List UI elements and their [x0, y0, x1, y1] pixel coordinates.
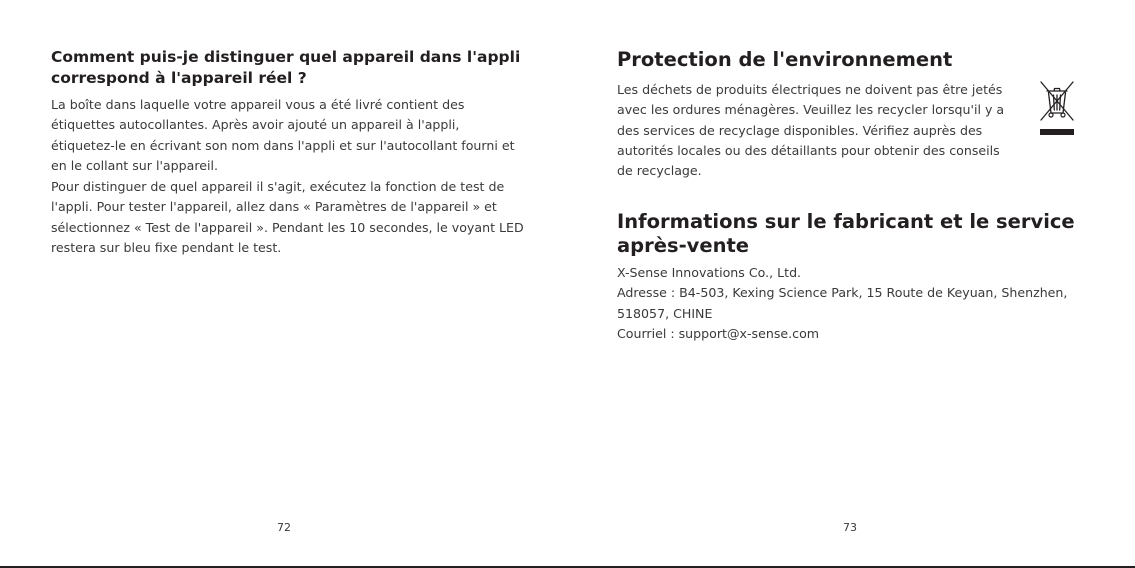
- paragraph-line: Pour distinguer de quel appareil il s'agit, exécutez la fonction de test de: [51, 179, 505, 194]
- company-name: X-Sense Innovations Co., Ltd.: [617, 265, 802, 280]
- manufacturer-heading-line: Informations sur le fabricant et le service: [617, 210, 1075, 233]
- faq-heading-line: correspond à l'appareil réel ?: [51, 69, 307, 87]
- paragraph-line: des services de recyclage disponibles. Vérifiez auprès des: [617, 122, 983, 138]
- paragraph-line: en le collant sur l'appareil.: [51, 157, 219, 173]
- environment-heading: Protection de l'environnement: [617, 48, 953, 71]
- email-line: Courriel : support@x-sense.com: [617, 325, 820, 341]
- paragraph-line: avec les ordures ménagères. Veuillez les recycler lorsqu'il y a: [617, 102, 1005, 118]
- faq-heading-line: Comment puis-je distinguer quel appareil dans l'appli: [51, 48, 521, 66]
- address-line: Adresse : B4-503, Kexing Science Park, 15 Route de Keyuan, Shenzhen,: [617, 285, 1068, 301]
- sticker-paragraph: [51, 95, 515, 176]
- page-number-right: 73: [843, 521, 857, 534]
- paragraph-line: de recyclage.: [617, 163, 702, 179]
- right-page: [567, 0, 1135, 566]
- paragraph-line: restera sur bleu fixe pendant le test.: [51, 239, 282, 255]
- paragraph-line: l'appli. Pour tester l'appareil, allez dans « Paramètres de l'appareil » et: [51, 199, 497, 215]
- paragraph-line: sélectionnez « Test de l'appareil ». Pendant les 10 secondes, le voyant LED: [51, 219, 524, 235]
- environment-paragraph: [617, 80, 1004, 181]
- manufacturer-heading-line: après-vente: [617, 234, 750, 257]
- paragraph-line: étiquetez-le en écrivant son nom dans l'appli et sur l'autocollant fourni et: [51, 137, 515, 153]
- address-line: 518057, CHINE: [617, 305, 713, 321]
- left-page: [0, 0, 567, 566]
- paragraph-line: autorités locales ou des détaillants pour obtenir des conseils: [617, 142, 1000, 158]
- weee-crossed-out-bin-icon: [1039, 78, 1075, 140]
- paragraph-line: Les déchets de produits électriques ne doivent pas être jetés: [617, 82, 1003, 97]
- faq-heading: [51, 47, 520, 89]
- paragraph-line: étiquettes autocollantes. Après avoir ajouté un appareil à l'appli,: [51, 117, 460, 133]
- manufacturer-details: [617, 263, 1067, 344]
- manufacturer-heading: [617, 210, 1075, 258]
- page-number-left: 72: [277, 521, 291, 534]
- paragraph-line: La boîte dans laquelle votre appareil vous a été livré contient des: [51, 97, 465, 112]
- test-paragraph: [51, 177, 524, 258]
